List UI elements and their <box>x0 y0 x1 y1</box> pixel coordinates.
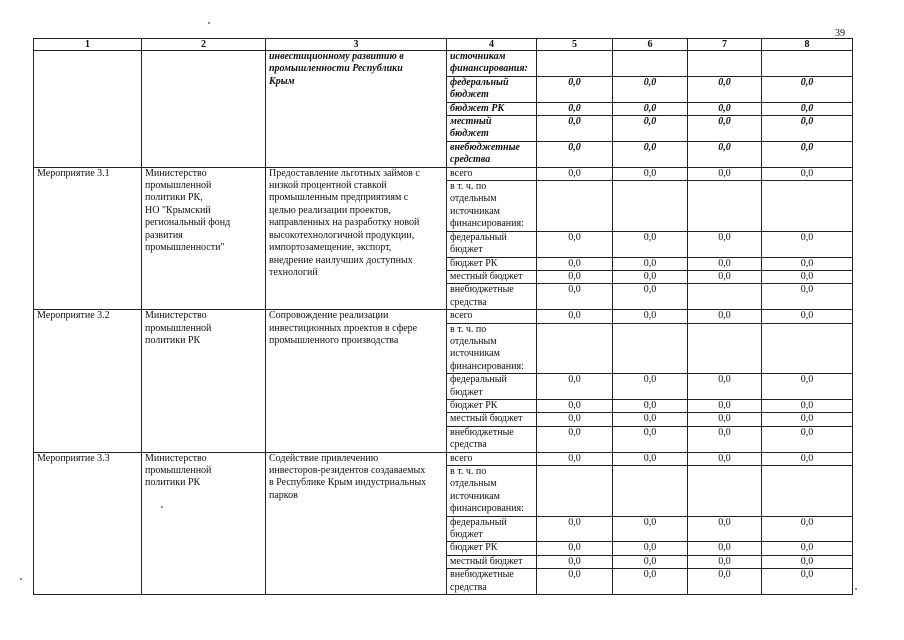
value-cell <box>537 323 613 374</box>
value-cell: 0,0 <box>762 284 853 310</box>
value-cell: 0,0 <box>688 542 762 555</box>
column-number: 7 <box>688 39 762 51</box>
value-cell: 0,0 <box>762 399 853 412</box>
value-cell: 0,0 <box>537 399 613 412</box>
value-cell: 0,0 <box>613 555 688 568</box>
source-label: в т. ч. по отдельным источникам финансирования: <box>447 181 537 232</box>
value-cell: 0,0 <box>762 555 853 568</box>
financing-table <box>33 38 853 595</box>
value-cell <box>613 323 688 374</box>
value-cell: 0,0 <box>613 116 688 142</box>
scan-speck <box>855 588 857 590</box>
value-cell: 0,0 <box>537 284 613 310</box>
source-label: бюджет РК <box>447 542 537 555</box>
value-cell: 0,0 <box>537 167 613 180</box>
value-cell: 0,0 <box>537 542 613 555</box>
source-label: местный бюджет <box>447 116 537 142</box>
value-cell: 0,0 <box>688 452 762 465</box>
value-cell: 0,0 <box>613 167 688 180</box>
value-cell <box>537 466 613 517</box>
value-cell: 0,0 <box>537 516 613 542</box>
source-label: местный бюджет <box>447 413 537 426</box>
column-number: 4 <box>447 39 537 51</box>
scan-speck <box>208 22 210 24</box>
value-cell <box>537 181 613 232</box>
column-number: 5 <box>537 39 613 51</box>
executor-cell: Министерство промышленной политики РК, НО "Крымский региональный фонд развития промышленности" <box>142 167 266 309</box>
scan-speck <box>20 578 22 580</box>
measure-name-cell: Предоставление льготных займов с низкой процентной ставкой промышленным предприятиям с целью реализации проектов, направленных на разработку новой высокотехнологичной продукции, импортозамещение, экспорт, внедрение наилучших доступных технологий <box>266 167 447 309</box>
source-label: бюджет РК <box>447 102 537 115</box>
column-number-row <box>34 39 853 51</box>
value-cell: 0,0 <box>537 76 613 102</box>
source-label: местный бюджет <box>447 270 537 283</box>
value-cell: 0,0 <box>537 426 613 452</box>
value-cell: 0,0 <box>537 270 613 283</box>
source-label: в т. ч. по отдельным источникам финансирования: <box>447 323 537 374</box>
column-number: 6 <box>613 39 688 51</box>
value-cell: 0,0 <box>613 270 688 283</box>
executor-cell <box>142 51 266 168</box>
value-cell: 0,0 <box>537 310 613 323</box>
table-row <box>34 452 853 465</box>
source-label: бюджет РК <box>447 399 537 412</box>
value-cell: 0,0 <box>537 569 613 595</box>
value-cell: 0,0 <box>613 257 688 270</box>
source-label: в т. ч. по отдельным источникам финансирования: <box>447 466 537 517</box>
value-cell <box>688 51 762 77</box>
value-cell: 0,0 <box>613 516 688 542</box>
source-label: внебюджетные средства <box>447 141 537 167</box>
value-cell: 0,0 <box>688 231 762 257</box>
measure-id-cell: Мероприятие 3.1 <box>34 167 142 309</box>
source-label: всего <box>447 452 537 465</box>
value-cell: 0,0 <box>688 399 762 412</box>
value-cell: 0,0 <box>688 76 762 102</box>
measure-name-cell: Сопровождение реализации инвестиционных проектов в сфере промышленного производства <box>266 310 447 452</box>
value-cell: 0,0 <box>613 102 688 115</box>
column-number: 2 <box>142 39 266 51</box>
column-number: 8 <box>762 39 853 51</box>
source-label: бюджет РК <box>447 257 537 270</box>
value-cell: 0,0 <box>762 374 853 400</box>
value-cell: 0,0 <box>762 452 853 465</box>
value-cell: 0,0 <box>762 426 853 452</box>
value-cell: 0,0 <box>613 231 688 257</box>
source-label: федеральный бюджет <box>447 516 537 542</box>
value-cell <box>762 51 853 77</box>
value-cell <box>613 51 688 77</box>
page-number: 39 <box>835 28 845 39</box>
measure-id-cell: Мероприятие 3.2 <box>34 310 142 452</box>
value-cell <box>613 466 688 517</box>
value-cell <box>613 181 688 232</box>
value-cell: 0,0 <box>537 452 613 465</box>
source-label: источникам финансирования: <box>447 51 537 77</box>
value-cell: 0,0 <box>613 426 688 452</box>
value-cell: 0,0 <box>613 284 688 310</box>
source-label: всего <box>447 310 537 323</box>
value-cell <box>688 181 762 232</box>
value-cell: 0,0 <box>688 116 762 142</box>
table-row <box>34 167 853 180</box>
executor-cell: Министерство промышленной политики РК <box>142 452 266 594</box>
measure-id-cell <box>34 51 142 168</box>
value-cell: 0,0 <box>762 413 853 426</box>
source-label: внебюджетные средства <box>447 426 537 452</box>
value-cell: 0,0 <box>762 116 853 142</box>
value-cell: 0,0 <box>688 167 762 180</box>
value-cell: 0,0 <box>688 516 762 542</box>
value-cell <box>688 323 762 374</box>
value-cell: 0,0 <box>613 141 688 167</box>
source-label: всего <box>447 167 537 180</box>
value-cell: 0,0 <box>613 399 688 412</box>
source-label: внебюджетные средства <box>447 569 537 595</box>
value-cell: 0,0 <box>762 516 853 542</box>
value-cell <box>762 466 853 517</box>
value-cell: 0,0 <box>688 569 762 595</box>
value-cell: 0,0 <box>537 102 613 115</box>
source-label: федеральный бюджет <box>447 374 537 400</box>
value-cell: 0,0 <box>688 141 762 167</box>
value-cell: 0,0 <box>613 413 688 426</box>
value-cell: 0,0 <box>537 555 613 568</box>
value-cell <box>537 51 613 77</box>
value-cell: 0,0 <box>613 310 688 323</box>
value-cell: 0,0 <box>613 374 688 400</box>
value-cell: 0,0 <box>613 542 688 555</box>
value-cell: 0,0 <box>762 141 853 167</box>
value-cell: 0,0 <box>762 102 853 115</box>
value-cell: 0,0 <box>762 257 853 270</box>
value-cell: 0,0 <box>688 257 762 270</box>
table-row <box>34 51 853 77</box>
value-cell: 0,0 <box>613 569 688 595</box>
value-cell: 0,0 <box>688 555 762 568</box>
value-cell: 0,0 <box>537 413 613 426</box>
value-cell: 0,0 <box>537 374 613 400</box>
value-cell: 0,0 <box>762 270 853 283</box>
value-cell <box>688 466 762 517</box>
value-cell <box>762 181 853 232</box>
measure-name-cell: инвестиционному развитию в промышленности Республики Крым <box>266 51 447 168</box>
value-cell: 0,0 <box>762 231 853 257</box>
value-cell: 0,0 <box>688 413 762 426</box>
value-cell: 0,0 <box>762 542 853 555</box>
scan-speck <box>161 506 163 508</box>
value-cell: 0,0 <box>537 141 613 167</box>
value-cell: 0,0 <box>613 76 688 102</box>
value-cell: 0,0 <box>688 310 762 323</box>
value-cell: 0,0 <box>537 116 613 142</box>
value-cell: 0,0 <box>537 231 613 257</box>
value-cell: 0,0 <box>762 76 853 102</box>
value-cell: 0,0 <box>688 374 762 400</box>
value-cell: 0,0 <box>613 452 688 465</box>
source-label: федеральный бюджет <box>447 231 537 257</box>
value-cell: 0,0 <box>688 426 762 452</box>
value-cell: 0,0 <box>688 102 762 115</box>
source-label: федеральный бюджет <box>447 76 537 102</box>
measure-id-cell: Мероприятие 3.3 <box>34 452 142 594</box>
value-cell: 0,0 <box>762 167 853 180</box>
table-row <box>34 310 853 323</box>
measure-name-cell: Содействие привлечению инвесторов-резидентов создаваемых в Республике Крым индустриальных парков <box>266 452 447 594</box>
value-cell: 0,0 <box>537 257 613 270</box>
value-cell <box>688 284 762 310</box>
value-cell: 0,0 <box>762 569 853 595</box>
executor-cell: Министерство промышленной политики РК <box>142 310 266 452</box>
source-label: внебюджетные средства <box>447 284 537 310</box>
value-cell: 0,0 <box>762 310 853 323</box>
value-cell: 0,0 <box>688 270 762 283</box>
column-number: 3 <box>266 39 447 51</box>
value-cell <box>762 323 853 374</box>
source-label: местный бюджет <box>447 555 537 568</box>
column-number: 1 <box>34 39 142 51</box>
